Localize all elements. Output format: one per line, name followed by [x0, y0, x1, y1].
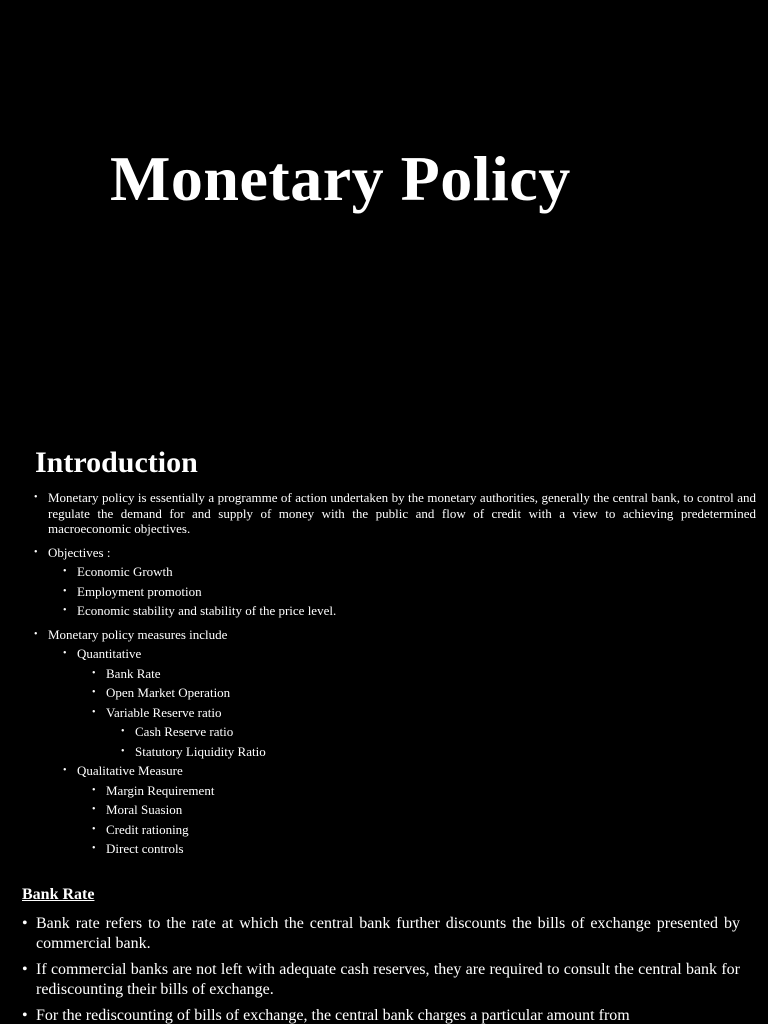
- definition-item: • Monetary policy is essentially a programme of action undertaken by the monetary authorities, generally the central bank, to control and regulate the demand for and supply of money with the public and flow of credit with a view to achieving predetermined macroeconomic objectives.: [0, 490, 768, 537]
- objective-item: • Economic Growth: [0, 564, 768, 580]
- bank-rate-heading: Bank Rate: [22, 886, 95, 903]
- objectives-item: • Objectives :: [0, 545, 768, 561]
- slide-title: Monetary Policy: [110, 143, 571, 214]
- quantitative-item: • Quantitative: [0, 646, 768, 662]
- bank-rate-point: • Bank rate refers to the rate at which the central bank further discounts the bills of exchange presented by commercial bank.: [0, 914, 768, 954]
- measures-item: • Monetary policy measures include: [0, 627, 768, 643]
- bank-rate-list: [0, 914, 768, 1024]
- quantitative-measure-item: • Bank Rate: [0, 666, 768, 682]
- objective-item: • Employment promotion: [0, 584, 768, 600]
- quantitative-measure-item: • Variable Reserve ratio: [0, 705, 768, 721]
- quantitative-measure-item: • Open Market Operation: [0, 685, 768, 701]
- reserve-item: • Cash Reserve ratio: [0, 724, 768, 740]
- bank-rate-point: • If commercial banks are not left with adequate cash reserves, they are required to consult the central bank for rediscounting their bills of exchange.: [0, 960, 768, 1000]
- qualitative-measure-item: • Moral Suasion: [0, 802, 768, 818]
- reserve-item: • Statutory Liquidity Ratio: [0, 744, 768, 760]
- qualitative-measure-item: • Direct controls: [0, 841, 768, 857]
- qualitative-measure-item: • Margin Requirement: [0, 783, 768, 799]
- qualitative-item: • Qualitative Measure: [0, 763, 768, 779]
- objective-item: • Economic stability and stability of the price level.: [0, 603, 768, 619]
- introduction-list: [0, 490, 768, 857]
- introduction-heading: Introduction: [35, 446, 198, 479]
- qualitative-measure-item: • Credit rationing: [0, 822, 768, 838]
- bank-rate-point: • For the rediscounting of bills of exchange, the central bank charges a particular amount from: [0, 1006, 768, 1024]
